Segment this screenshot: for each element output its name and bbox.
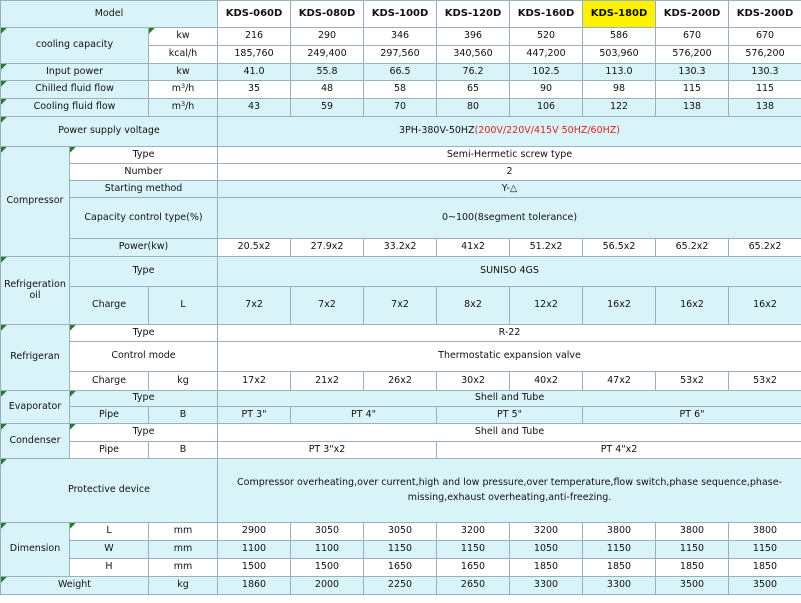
value-cell: 396 xyxy=(437,28,510,46)
span-value: R-22 xyxy=(218,325,801,342)
voltage-alternatives: (200V/220V/415V 50HZ/60HZ) xyxy=(474,125,621,137)
value-cell: 7x2 xyxy=(291,287,364,325)
unit-superscript: 3 xyxy=(180,82,186,91)
unit-cell: kg xyxy=(149,577,218,595)
value-cell: 1100 xyxy=(291,541,364,559)
span-value: SUNISO 4GS xyxy=(218,257,801,287)
value-cell: 520 xyxy=(510,28,583,46)
value-cell: 47x2 xyxy=(583,372,656,391)
unit-superscript: 3 xyxy=(180,100,186,109)
value-cell: PT 3" xyxy=(218,407,291,424)
value-cell: 65 xyxy=(437,81,510,99)
value-cell: 66.5 xyxy=(364,64,437,81)
value-cell: 3300 xyxy=(583,577,656,595)
unit-cell: mm xyxy=(149,559,218,577)
protective-label: Protective device xyxy=(1,459,218,523)
refrigerant-type-row xyxy=(1,325,801,342)
unit-cell: kg xyxy=(149,372,218,391)
chilled-flow-label: Chilled fluid flow xyxy=(1,81,149,99)
value-cell: 3300 xyxy=(510,577,583,595)
value-cell: 16x2 xyxy=(656,287,729,325)
dimension-l-row xyxy=(1,523,801,541)
value-cell: 20.5x2 xyxy=(218,239,291,257)
row-label: L xyxy=(70,523,149,541)
value-cell: 1050 xyxy=(510,541,583,559)
value-cell: 1500 xyxy=(218,559,291,577)
row-label: Type xyxy=(70,424,218,442)
value-cell: 130.3 xyxy=(656,64,729,81)
value-cell: 43 xyxy=(218,99,291,117)
model-header: KDS-120D xyxy=(437,1,510,28)
value-cell: 7x2 xyxy=(218,287,291,325)
row-label: Number xyxy=(70,164,218,181)
value-cell: 27.9x2 xyxy=(291,239,364,257)
value-cell: 3200 xyxy=(510,523,583,541)
unit-cell: mm xyxy=(149,523,218,541)
value-cell: 1860 xyxy=(218,577,291,595)
value-cell: 3800 xyxy=(656,523,729,541)
value-cell: 2250 xyxy=(364,577,437,595)
value-cell: 33.2x2 xyxy=(364,239,437,257)
weight-label: Weight xyxy=(1,577,149,595)
value-cell: 1150 xyxy=(364,541,437,559)
value-cell: 70 xyxy=(364,99,437,117)
model-header: KDS-100D xyxy=(364,1,437,28)
input-power-row xyxy=(1,64,801,81)
power-supply-label: Power supply voltage xyxy=(1,117,218,147)
model-header: KDS-060D xyxy=(218,1,291,28)
refrigerant-charge-row xyxy=(1,372,801,391)
condenser-type-row xyxy=(1,424,801,442)
value-cell: 576,200 xyxy=(729,46,801,64)
unit-tail: /h xyxy=(185,83,195,95)
evaporator-label: Evaporator xyxy=(1,391,70,424)
value-cell: 80 xyxy=(437,99,510,117)
power-supply-row xyxy=(1,117,801,147)
refrigeration-oil-label: Refrigeration oil xyxy=(1,257,70,325)
value-cell: 138 xyxy=(656,99,729,117)
unit-cell: kw xyxy=(149,28,218,46)
value-cell: 40x2 xyxy=(510,372,583,391)
compressor-power-row xyxy=(1,239,801,257)
unit-base: m xyxy=(171,101,181,113)
value-cell: 59 xyxy=(291,99,364,117)
value-cell: 290 xyxy=(291,28,364,46)
value-cell: 1850 xyxy=(729,559,801,577)
value-cell: 576,200 xyxy=(656,46,729,64)
value-cell: 3800 xyxy=(729,523,801,541)
value-cell: 447,200 xyxy=(510,46,583,64)
value-cell: 2000 xyxy=(291,577,364,595)
value-cell: 3050 xyxy=(291,523,364,541)
unit-cell: L xyxy=(149,287,218,325)
chilled-flow-row xyxy=(1,81,801,99)
row-label: Control mode xyxy=(70,342,218,372)
value-cell: 1650 xyxy=(364,559,437,577)
protective-row xyxy=(1,459,801,523)
value-cell: 115 xyxy=(656,81,729,99)
value-cell: 17x2 xyxy=(218,372,291,391)
row-label: Type xyxy=(70,325,218,342)
value-cell: 340,560 xyxy=(437,46,510,64)
compressor-starting-row xyxy=(1,181,801,198)
value-cell: 56.5x2 xyxy=(583,239,656,257)
span-value: 0~100(8segment tolerance) xyxy=(218,198,801,239)
value-cell: 670 xyxy=(729,28,801,46)
dimension-h-row xyxy=(1,559,801,577)
value-cell: 1150 xyxy=(656,541,729,559)
row-label: Pipe xyxy=(70,407,149,424)
value-cell: 65.2x2 xyxy=(656,239,729,257)
span-value: Shell and Tube xyxy=(218,424,801,442)
value-cell: 16x2 xyxy=(583,287,656,325)
model-header-highlighted: KDS-180D xyxy=(583,1,656,28)
condenser-label: Condenser xyxy=(1,424,70,459)
row-label: Type xyxy=(70,257,218,287)
value-cell: 3500 xyxy=(729,577,801,595)
value-cell: 3500 xyxy=(656,577,729,595)
row-label: H xyxy=(70,559,149,577)
unit-cell xyxy=(149,81,218,99)
cooling-flow-label: Cooling fluid flow xyxy=(1,99,149,117)
value-cell: PT 6" xyxy=(583,407,801,424)
evaporator-pipe-row xyxy=(1,407,801,424)
value-cell: 48 xyxy=(291,81,364,99)
unit-tail: /h xyxy=(185,101,195,113)
value-cell: PT 4"x2 xyxy=(437,442,801,459)
value-cell: 98 xyxy=(583,81,656,99)
model-header: KDS-160D xyxy=(510,1,583,28)
model-row xyxy=(1,1,801,28)
model-label: Model xyxy=(1,1,218,28)
span-value: Shell and Tube xyxy=(218,391,801,407)
row-label: Pipe xyxy=(70,442,149,459)
value-cell: 1850 xyxy=(510,559,583,577)
condenser-pipe-row xyxy=(1,442,801,459)
input-power-label: Input power xyxy=(1,64,149,81)
row-label: Charge xyxy=(70,287,149,325)
value-cell: 26x2 xyxy=(364,372,437,391)
value-cell: 3800 xyxy=(583,523,656,541)
protective-value: Compressor overheating,over current,high and low pressure,over temperature,flow switch,phase sequence,phase-missing,exhaust overheating,anti-freezing. xyxy=(218,459,801,523)
value-cell: 2900 xyxy=(218,523,291,541)
weight-row xyxy=(1,577,801,595)
value-cell: 1150 xyxy=(729,541,801,559)
value-cell: 53x2 xyxy=(729,372,801,391)
value-cell: 55.8 xyxy=(291,64,364,81)
value-cell: 12x2 xyxy=(510,287,583,325)
value-cell: 1500 xyxy=(291,559,364,577)
value-cell: 249,400 xyxy=(291,46,364,64)
oil-charge-row xyxy=(1,287,801,325)
value-cell: 1100 xyxy=(218,541,291,559)
row-label: Charge xyxy=(70,372,149,391)
value-cell: 138 xyxy=(729,99,801,117)
value-cell: 1850 xyxy=(583,559,656,577)
model-header: KDS-080D xyxy=(291,1,364,28)
value-cell: 297,560 xyxy=(364,46,437,64)
compressor-label: Compressor xyxy=(1,147,70,257)
unit-cell: B xyxy=(149,407,218,424)
row-label: Starting method xyxy=(70,181,218,198)
span-value: Semi-Hermetic screw type xyxy=(218,147,801,164)
span-value: Y-△ xyxy=(218,181,801,198)
voltage-main: 3PH-380V-50HZ xyxy=(399,125,475,137)
model-header: KDS-200D xyxy=(656,1,729,28)
value-cell: 90 xyxy=(510,81,583,99)
value-cell: 1650 xyxy=(437,559,510,577)
value-cell: 16x2 xyxy=(729,287,801,325)
unit-cell: kw xyxy=(149,64,218,81)
row-label: Power(kw) xyxy=(70,239,218,257)
value-cell: 51.2x2 xyxy=(510,239,583,257)
value-cell: 58 xyxy=(364,81,437,99)
value-cell: PT 3"x2 xyxy=(218,442,437,459)
unit-cell: kcal/h xyxy=(149,46,218,64)
unit-cell xyxy=(149,99,218,117)
value-cell: 1150 xyxy=(437,541,510,559)
row-label: Type xyxy=(70,391,218,407)
value-cell: 346 xyxy=(364,28,437,46)
cooling-capacity-label: cooling capacity xyxy=(1,28,149,64)
value-cell: 122 xyxy=(583,99,656,117)
value-cell: 8x2 xyxy=(437,287,510,325)
value-cell: 115 xyxy=(729,81,801,99)
value-cell: 113.0 xyxy=(583,64,656,81)
value-cell: 21x2 xyxy=(291,372,364,391)
span-value: Thermostatic expansion valve xyxy=(218,342,801,372)
value-cell: 1150 xyxy=(583,541,656,559)
evaporator-type-row xyxy=(1,391,801,407)
cooling-kw-row xyxy=(1,28,801,46)
value-cell: 3200 xyxy=(437,523,510,541)
unit-base: m xyxy=(171,83,181,95)
value-cell: 30x2 xyxy=(437,372,510,391)
row-label: Type xyxy=(70,147,218,164)
value-cell: 130.3 xyxy=(729,64,801,81)
row-label: W xyxy=(70,541,149,559)
compressor-type-row xyxy=(1,147,801,164)
value-cell: 35 xyxy=(218,81,291,99)
value-cell: 1850 xyxy=(656,559,729,577)
model-header: KDS-200D xyxy=(729,1,801,28)
value-cell: 185,760 xyxy=(218,46,291,64)
oil-type-row xyxy=(1,257,801,287)
refrigerant-control-row xyxy=(1,342,801,372)
value-cell: 503,960 xyxy=(583,46,656,64)
value-cell: 102.5 xyxy=(510,64,583,81)
dimension-w-row xyxy=(1,541,801,559)
value-cell: 216 xyxy=(218,28,291,46)
refrigerant-label: Refrigeran xyxy=(1,325,70,391)
span-value: 2 xyxy=(218,164,801,181)
value-cell: 65.2x2 xyxy=(729,239,801,257)
value-cell: 670 xyxy=(656,28,729,46)
row-label: Capacity control type(%) xyxy=(70,198,218,239)
power-supply-value xyxy=(218,117,801,147)
cooling-flow-row xyxy=(1,99,801,117)
value-cell: 586 xyxy=(583,28,656,46)
value-cell: 41x2 xyxy=(437,239,510,257)
value-cell: PT 5" xyxy=(437,407,583,424)
value-cell: 7x2 xyxy=(364,287,437,325)
value-cell: 3050 xyxy=(364,523,437,541)
unit-cell: mm xyxy=(149,541,218,559)
value-cell: 106 xyxy=(510,99,583,117)
unit-cell: B xyxy=(149,442,218,459)
dimension-label: Dimension xyxy=(1,523,70,577)
compressor-number-row xyxy=(1,164,801,181)
compressor-capacity-row xyxy=(1,198,801,239)
value-cell: PT 4" xyxy=(291,407,437,424)
value-cell: 76.2 xyxy=(437,64,510,81)
value-cell: 53x2 xyxy=(656,372,729,391)
value-cell: 41.0 xyxy=(218,64,291,81)
value-cell: 2650 xyxy=(437,577,510,595)
